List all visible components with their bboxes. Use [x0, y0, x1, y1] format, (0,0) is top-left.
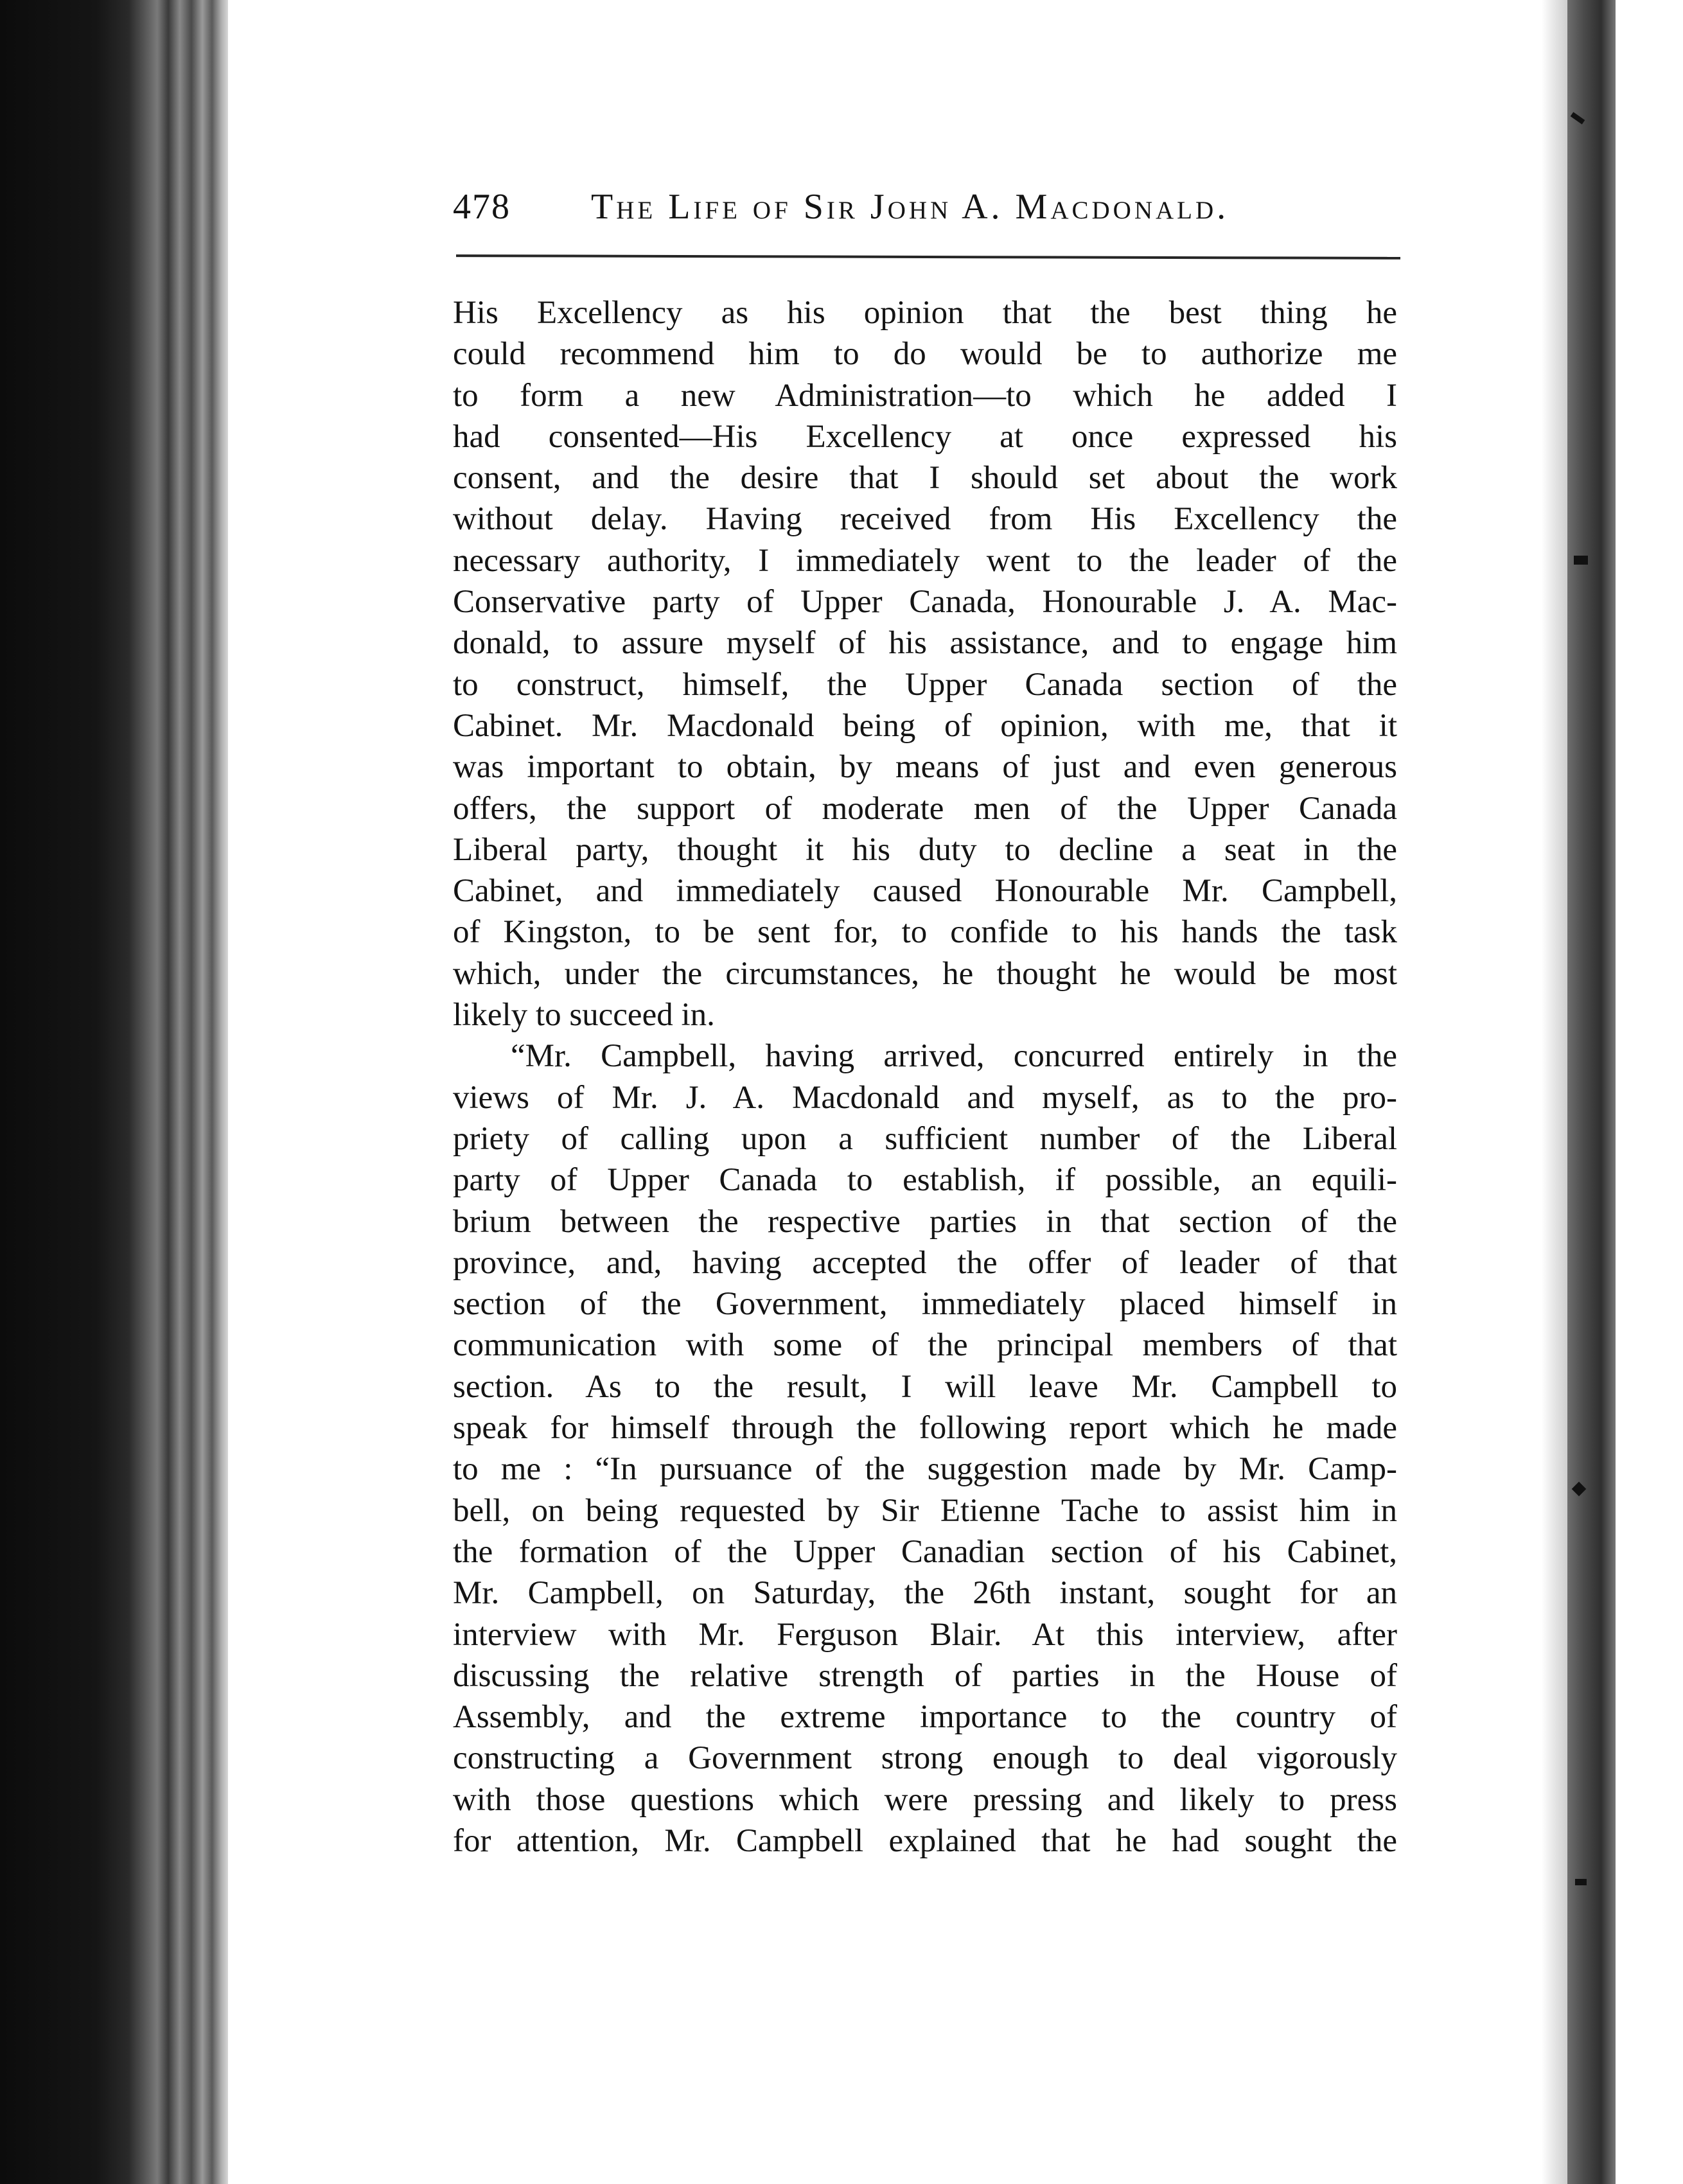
text-line: Conservative party of Upper Canada, Honourable J. A. Mac- [453, 584, 1397, 621]
text-line: which, under the circumstances, he thought he would be most [453, 955, 1397, 992]
text-line: constructing a Government strong enough to deal vigorously [453, 1740, 1397, 1777]
text-line: “Mr. Campbell, having arrived, concurred entirely in the [511, 1038, 1397, 1075]
text-line: with those questions which were pressing and likely to press [453, 1781, 1397, 1818]
text-line: bell, on being requested by Sir Etienne Tache to assist him in [453, 1492, 1397, 1529]
text-line: Cabinet. Mr. Macdonald being of opinion, with me, that it [453, 707, 1397, 744]
text-line: donald, to assure myself of his assistance, and to engage him [453, 625, 1397, 662]
text-line: had consented—His Excellency at once expressed his [453, 418, 1397, 455]
text-line: section. As to the result, I will leave Mr. Campbell to [453, 1368, 1397, 1405]
text-line: Mr. Campbell, on Saturday, the 26th instant, sought for an [453, 1575, 1397, 1612]
header-rule [456, 254, 1400, 260]
scan-mark [1574, 556, 1588, 565]
text-line: Liberal party, thought it his duty to decline a seat in the [453, 831, 1397, 868]
text-line: to me : “In pursuance of the suggestion made by Mr. Camp- [453, 1451, 1397, 1488]
text-line: communication with some of the principal members of that [453, 1327, 1397, 1364]
text-line: province, and, having accepted the offer of leader of that [453, 1244, 1397, 1281]
text-line: party of Upper Canada to establish, if possible, an equili- [453, 1162, 1397, 1199]
text-line: the formation of the Upper Canadian section of his Cabinet, [453, 1533, 1397, 1570]
text-line: section of the Government, immediately placed himself in [453, 1286, 1397, 1323]
text-line: without delay. Having received from His Excellency the [453, 501, 1397, 538]
text-line: of Kingston, to be sent for, to confide to his hands the task [453, 914, 1397, 951]
scan-mark [1575, 1879, 1587, 1885]
text-line: to form a new Administration—to which he added I [453, 377, 1397, 414]
text-line: consent, and the desire that I should set about the work [453, 460, 1397, 497]
body-text [453, 292, 1397, 1862]
text-line: Cabinet, and immediately caused Honourable Mr. Campbell, [453, 873, 1397, 910]
text-line: His Excellency as his opinion that the best thing he [453, 295, 1397, 331]
page-number: 478 [453, 187, 511, 227]
text-line: for attention, Mr. Campbell explained that he had sought the [453, 1822, 1397, 1859]
facing-page-sliver [1616, 0, 1683, 2184]
text-line: could recommend him to do would be to authorize me [453, 336, 1397, 373]
text-line: brium between the respective parties in that section of the [453, 1203, 1397, 1240]
text-line: priety of calling upon a sufficient number of the Liberal [453, 1120, 1397, 1157]
text-line: necessary authority, I immediately went to the leader of the [453, 542, 1397, 579]
text-line: Assembly, and the extreme importance to the country of [453, 1699, 1397, 1736]
book-spine-edge-left [0, 0, 228, 2184]
page-header [453, 186, 1397, 238]
text-line: interview with Mr. Ferguson Blair. At this interview, after [453, 1616, 1397, 1653]
book-edge-right [1567, 0, 1616, 2184]
text-line: likely to succeed in. [453, 997, 715, 1034]
text-line: offers, the support of moderate men of the Upper Canada [453, 790, 1397, 827]
text-line: views of Mr. J. A. Macdonald and myself, as to the pro- [453, 1079, 1397, 1116]
text-line: to construct, himself, the Upper Canada section of the [453, 666, 1397, 703]
text-line: was important to obtain, by means of just and even generous [453, 749, 1397, 786]
text-line: speak for himself through the following report which he made [453, 1410, 1397, 1447]
running-title: The Life of Sir John A. Macdonald. [591, 187, 1229, 227]
text-line: discussing the relative strength of parties in the House of [453, 1657, 1397, 1694]
